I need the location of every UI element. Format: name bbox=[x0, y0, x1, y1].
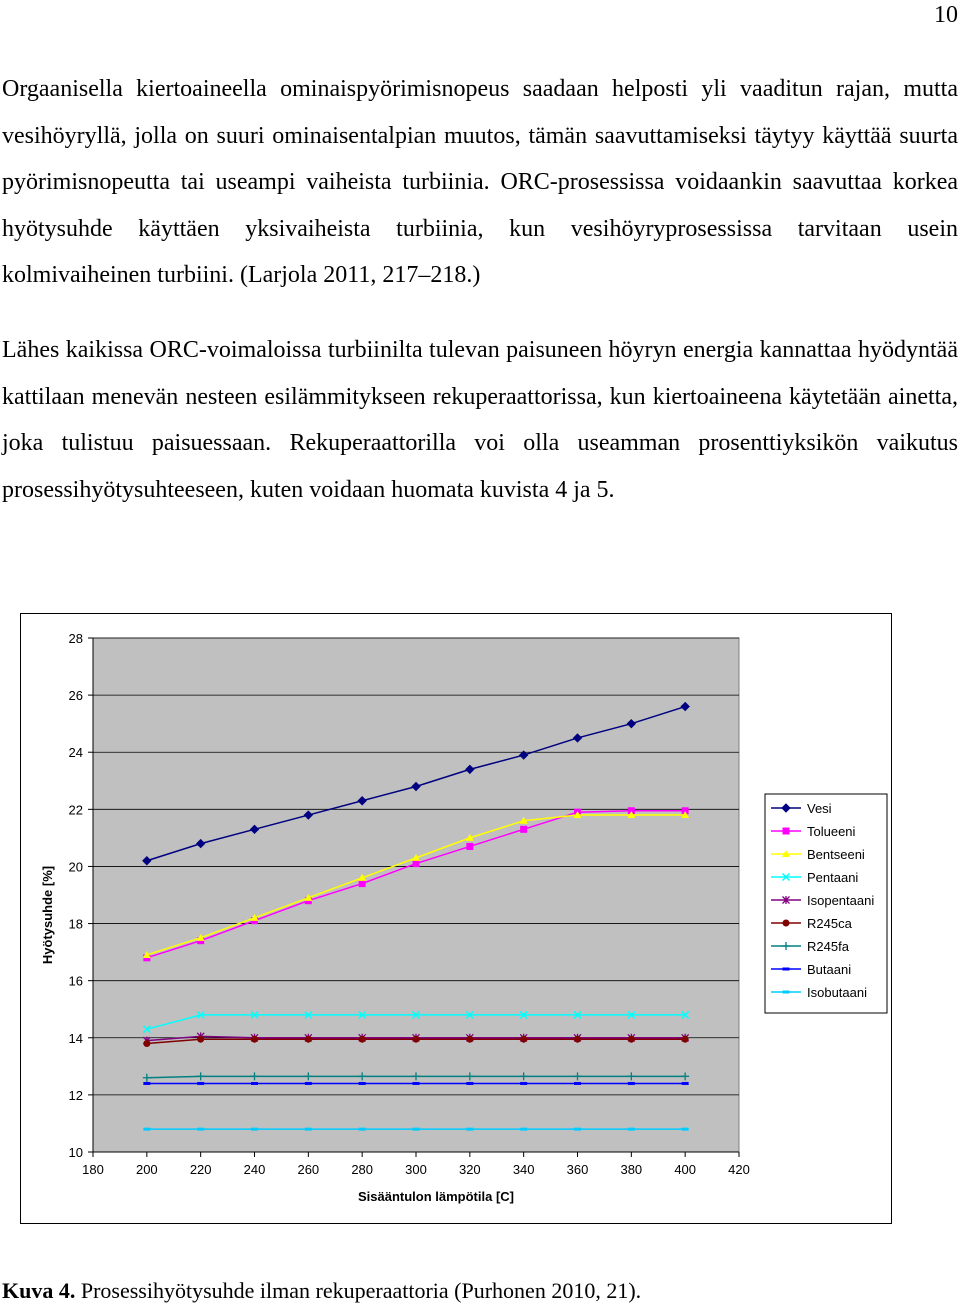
point-7-10 bbox=[682, 1082, 689, 1085]
tick-label-y-5: 20 bbox=[68, 859, 83, 875]
point-8-3 bbox=[305, 1128, 312, 1131]
legend-marker-7 bbox=[783, 968, 790, 971]
point-8-4 bbox=[359, 1128, 366, 1131]
point-5-10 bbox=[682, 1036, 689, 1043]
point-5-8 bbox=[574, 1036, 581, 1043]
tick-label-x-7: 320 bbox=[458, 1162, 481, 1177]
tick-label-x-8: 340 bbox=[512, 1162, 535, 1177]
point-7-3 bbox=[305, 1082, 312, 1085]
point-5-9 bbox=[628, 1036, 635, 1043]
point-7-6 bbox=[466, 1082, 473, 1085]
legend-marker-1 bbox=[783, 828, 790, 835]
point-5-4 bbox=[359, 1036, 366, 1043]
efficiency-chart bbox=[21, 614, 891, 1223]
point-8-0 bbox=[143, 1128, 150, 1131]
point-5-1 bbox=[197, 1036, 204, 1043]
point-5-5 bbox=[413, 1036, 420, 1043]
tick-label-y-4: 18 bbox=[68, 916, 83, 932]
legend-label-2: Bentseeni bbox=[807, 847, 865, 862]
tick-label-y-2: 14 bbox=[68, 1030, 83, 1046]
paragraph-2: Lähes kaikissa ORC-voimaloissa turbiinilta tulevan paisuneen höyryn energia kannattaa hyödyntää kattilaan menevän nesteen esilämmitykseen rekuperaattorissa, kun kiertoaineena käytetään ainetta, joka tulistuu paisuessaan. Rekuperaattorilla voi olla useamman prosenttiyksikön vaikutus prosessihyötysuhteeseen, kuten voidaan huomata kuvista 4 ja 5. bbox=[2, 337, 958, 503]
point-7-0 bbox=[143, 1082, 150, 1085]
point-8-6 bbox=[466, 1128, 473, 1131]
legend-label-7: Butaani bbox=[807, 962, 852, 977]
point-5-7 bbox=[520, 1036, 527, 1043]
legend bbox=[765, 794, 887, 1013]
legend-marker-5 bbox=[783, 920, 790, 927]
point-8-7 bbox=[520, 1128, 527, 1131]
tick-label-y-0: 10 bbox=[68, 1145, 83, 1160]
tick-label-x-1: 200 bbox=[135, 1162, 158, 1177]
point-5-6 bbox=[466, 1036, 473, 1043]
caption-text: Prosessihyötysuhde ilman rekuperaattoria (Purhonen 2010, 21). bbox=[75, 1278, 642, 1303]
point-1-6 bbox=[466, 843, 473, 850]
x-axis-label: Sisääntulon lämpötila [C] bbox=[357, 1189, 515, 1204]
point-8-8 bbox=[574, 1128, 581, 1131]
legend-label-4: Isopentaani bbox=[807, 893, 875, 908]
point-7-2 bbox=[251, 1082, 258, 1085]
point-8-9 bbox=[628, 1128, 635, 1131]
caption-label: Kuva 4. bbox=[2, 1278, 76, 1303]
legend-label-1: Tolueeni bbox=[807, 824, 856, 839]
tick-label-x-0: 180 bbox=[82, 1162, 104, 1177]
tick-label-x-4: 260 bbox=[297, 1162, 320, 1177]
tick-label-y-7: 24 bbox=[68, 745, 83, 761]
legend-marker-8 bbox=[783, 991, 790, 994]
point-7-1 bbox=[197, 1082, 204, 1085]
point-5-2 bbox=[251, 1036, 258, 1043]
tick-label-x-11: 400 bbox=[674, 1162, 697, 1177]
tick-label-y-3: 16 bbox=[68, 973, 83, 989]
tick-label-y-1: 12 bbox=[68, 1087, 83, 1103]
tick-label-x-5: 280 bbox=[351, 1162, 374, 1177]
legend-label-5: R245ca bbox=[807, 916, 852, 931]
point-1-7 bbox=[520, 826, 527, 833]
point-8-5 bbox=[413, 1128, 420, 1131]
point-8-1 bbox=[197, 1128, 204, 1131]
point-8-10 bbox=[682, 1128, 689, 1131]
point-7-9 bbox=[628, 1082, 635, 1085]
figure-caption bbox=[2, 1278, 641, 1304]
tick-label-x-9: 360 bbox=[566, 1162, 589, 1177]
point-5-3 bbox=[305, 1036, 312, 1043]
point-7-5 bbox=[413, 1082, 420, 1085]
point-8-2 bbox=[251, 1128, 258, 1131]
point-5-0 bbox=[143, 1040, 150, 1047]
paragraph-1: Orgaanisella kiertoaineella ominaispyörimisnopeus saadaan helposti yli vaaditun rajan, mutta vesihöyryllä, jolla on suuri ominaisentalpian muutos, tämän saavuttamiseksi täytyy käyttää suurta pyörimisnopeutta tai useampi vaiheista turbiinia. ORC-prosessissa voidaankin saavuttaa korkea hyötysuhde käyttäen yksivaiheista turbiinia, kun vesihöyryprosessissa tarvitaan usein kolmivaiheinen turbiini. (Larjola 2011, 217–218.) bbox=[2, 76, 958, 288]
tick-label-x-2: 220 bbox=[189, 1162, 212, 1177]
point-7-4 bbox=[359, 1082, 366, 1085]
point-1-4 bbox=[359, 880, 366, 887]
tick-label-y-9: 28 bbox=[68, 631, 83, 646]
chart-frame bbox=[20, 613, 892, 1224]
point-1-5 bbox=[413, 860, 420, 867]
legend-label-8: Isobutaani bbox=[807, 985, 867, 1000]
tick-label-y-6: 22 bbox=[68, 802, 83, 818]
point-7-7 bbox=[520, 1082, 527, 1085]
point-7-8 bbox=[574, 1082, 581, 1085]
legend-label-6: R245fa bbox=[807, 939, 849, 954]
legend-label-3: Pentaani bbox=[807, 870, 859, 885]
tick-label-x-3: 240 bbox=[243, 1162, 266, 1177]
tick-label-y-8: 26 bbox=[68, 688, 83, 704]
tick-label-x-6: 300 bbox=[405, 1162, 427, 1177]
page-number: 10 bbox=[934, 2, 958, 28]
tick-label-x-10: 380 bbox=[620, 1162, 643, 1177]
y-axis-label: Hyötysuhde [%] bbox=[40, 865, 55, 965]
legend-label-0: Vesi bbox=[807, 801, 832, 816]
tick-label-x-12: 420 bbox=[728, 1162, 750, 1177]
